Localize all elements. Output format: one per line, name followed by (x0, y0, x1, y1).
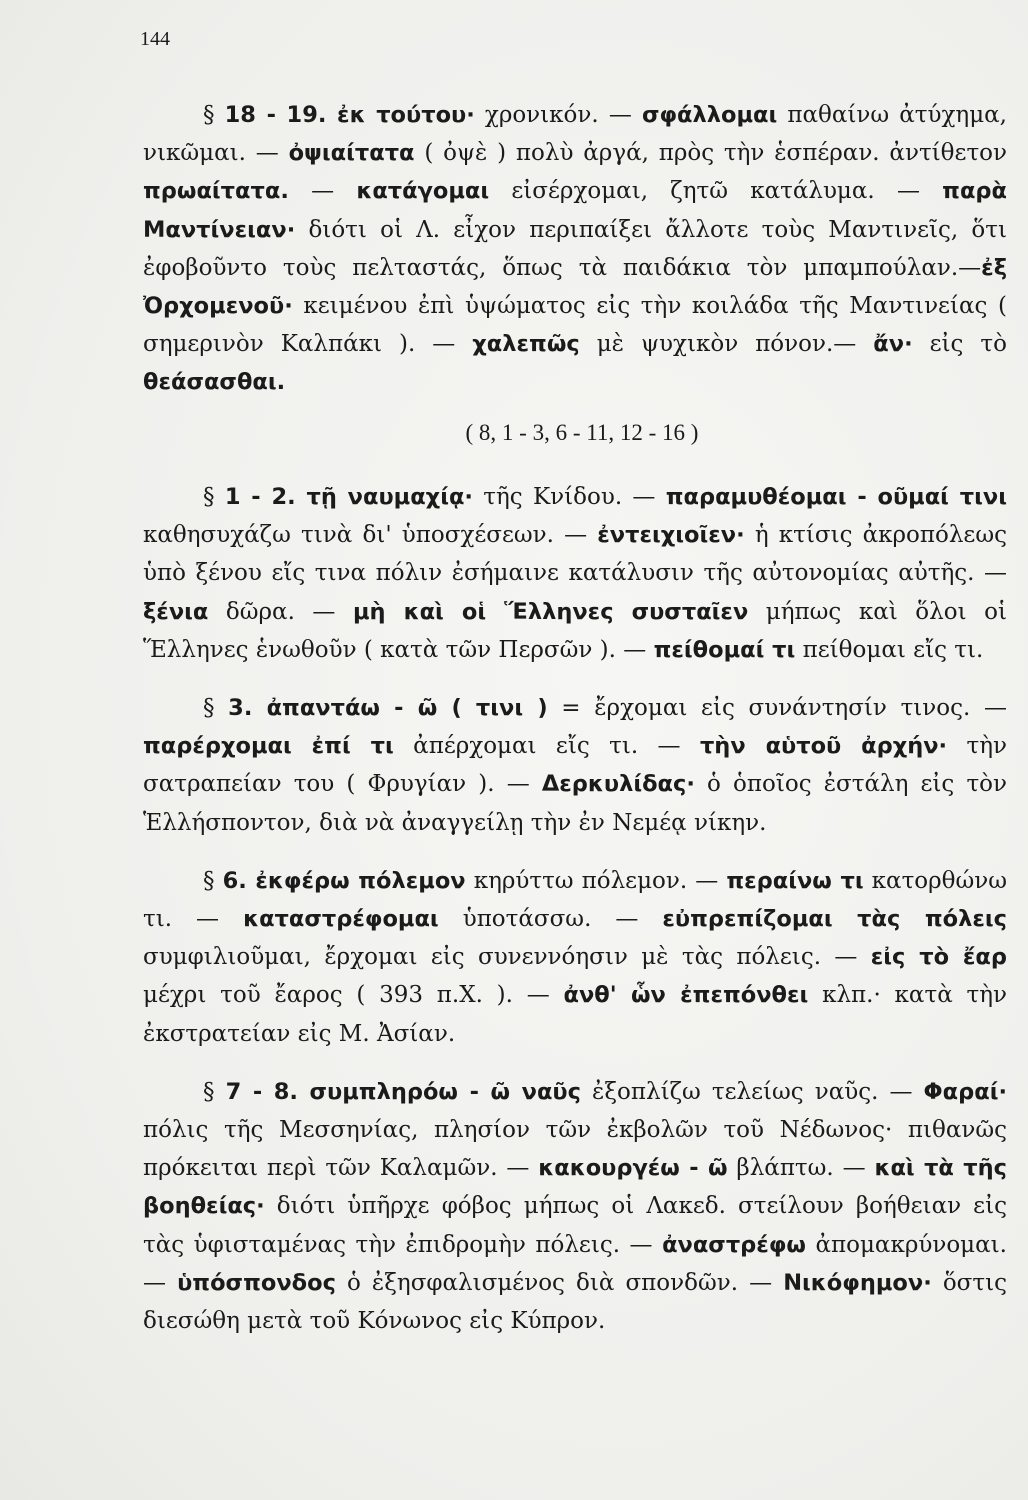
gloss-text: κλπ.· κατὰ τὴν ἐκστρατείαν εἰς Μ. Ἀσίαν. (143, 982, 1007, 1047)
gloss-text: καθησυχάζω τινὰ δι' ὑποσχέσεων. — (143, 522, 598, 549)
paragraph-6 (143, 862, 1007, 1053)
page-number: 144 (140, 28, 170, 50)
headword: ἄν· (873, 331, 913, 358)
headword: ἐξ Ὀρχομενοῦ· (143, 254, 1007, 320)
headword: ὀψιαίτατα (288, 140, 415, 167)
commentary-top (143, 96, 1007, 402)
section-heading (143, 420, 1007, 446)
gloss-text: τῆς Κνίδου. — (472, 484, 666, 510)
gloss-text: συμφιλιοῦμαι, ἔρχομαι εἰς συνεννόησιν μὲ τὰς πόλεις. — (143, 944, 871, 971)
headword: ξένια (143, 598, 209, 625)
paragraph-7-8 (143, 1073, 1007, 1340)
gloss-text: πείθομαι εἴς τι. (795, 636, 984, 663)
headword: κακουργέω - ῶ (538, 1155, 728, 1182)
headword: μὴ καὶ οἱ Ἕλληνες συσταῖεν (352, 598, 749, 625)
headword: 7 - 8. συμπληρόω - ῶ ναῦς (225, 1078, 581, 1105)
gloss-text: μὲ ψυχικὸν πόνον.— (579, 331, 874, 358)
gloss-text: ὑποτάσσω. — (438, 906, 663, 933)
paragraph-1-2 (143, 478, 1007, 669)
gloss-text: ὁ ἐξησφαλισμένος διὰ σπονδῶν. — (335, 1269, 784, 1296)
gloss-text: διότι οἱ Λ. εἶχον περιπαίξει ἄλλοτε τοὺς Μαντινεῖς, ὅτι ἐφοβοῦντο τοὺς πελταστάς, ὅπως τὰ παιδάκια τὸν μπαμπούλαν.— (143, 216, 1007, 281)
paragraph-3 (143, 689, 1007, 842)
gloss-text: εἰς τὸ (912, 331, 1008, 358)
gloss-text: μέχρι τοῦ ἔαρος ( 393 π.Χ. ). — (143, 982, 564, 1009)
headword: ἀναστρέφω (662, 1231, 806, 1258)
gloss-text: ὅστις διεσώθη μετὰ τοῦ Κόνωνος εἰς Κύπρον. (143, 1269, 1008, 1335)
headword: σφάλλομαι (641, 102, 778, 128)
headword: εὐπρεπίζομαι τὰς πόλεις (662, 906, 1007, 933)
gloss-text: μήπως καὶ ὅλοι οἱ Ἕλληνες ἑνωθοῦν ( κατὰ τῶν Περσῶν ). — (143, 598, 1007, 663)
headword: παρέρχομαι ἐπί τι (143, 733, 394, 760)
gloss-text: § (203, 484, 225, 510)
headword: 3. ἀπαντάω - ῶ ( τινι ) (228, 695, 548, 722)
gloss-text: κηρύττω πόλεμον. — (465, 867, 727, 894)
gloss-text: ἐξοπλίζω τελείως ναῦς. — (580, 1078, 924, 1105)
headword: Νικόφημον· (783, 1269, 932, 1296)
headword: Φαραί· (923, 1078, 1008, 1105)
headword: 18 - 19. ἐκ τούτου· (224, 102, 475, 128)
gloss-text: ὁ ὁποῖος ἐστάλη εἰς τὸν Ἑλλήσποντον, διὰ νὰ ἀναγγείλῃ τὴν ἐν Νεμέᾳ νίκην. (143, 771, 1008, 836)
gloss-text: § (203, 695, 229, 722)
headword: 1 - 2. τῇ ναυμαχίᾳ· (224, 484, 473, 510)
gloss-text: ἀπομακρύνομαι. — (143, 1231, 1007, 1296)
headword: παραμυθέομαι - οῦμαί τινι (665, 484, 1007, 510)
headword: περαίνω τι (726, 867, 864, 894)
headword: πείθομαί τι (653, 636, 796, 663)
gloss-text: = ἔρχομαι εἰς συνάντησίν τινος. — (547, 695, 1007, 722)
headword: 6. ἐκφέρω πόλεμον (222, 867, 466, 894)
gloss-text: § (203, 867, 223, 894)
headword: καταστρέφομαι (243, 906, 439, 933)
gloss-text: ἡ κτίσις ἀκροπόλεως ὑπὸ ξένου εἴς τινα πόλιν ἐσήμαινε κατάλυσιν τῆς αὐτονομίας αὐτῆς. — (143, 522, 1007, 587)
gloss-text: εἰσέρχομαι, ζητῶ κατάλυμα. — (489, 178, 943, 205)
gloss-text: § (203, 102, 225, 128)
gloss-text: παθαίνω ἀτύχημα, νικῶμαι. — (143, 102, 1007, 167)
commentary-bottom (143, 478, 1007, 1340)
gloss-text: πόλις τῆς Μεσσηνίας, πλησίον τῶν ἐκβολῶν τοῦ Νέδωνος· πιθανῶς πρόκειται περὶ τῶν Καλαμῶν. — (143, 1117, 1007, 1182)
headword: καὶ τὰ τῆς βοηθείας· (143, 1155, 1007, 1220)
headword: ὑπόσπονδος (177, 1269, 336, 1296)
headword: τὴν αὑτοῦ ἀρχήν· (699, 733, 948, 760)
gloss-text: ( ὀψὲ ) πολὺ ἀργά, πρὸς τὴν ἑσπέραν. ἀντίθετον (414, 140, 1007, 167)
headword: εἰς τὸ ἔαρ (870, 944, 1007, 971)
headword: πρωαίτατα. (143, 178, 289, 205)
headword: θεάσασθαι. (143, 369, 286, 396)
gloss-text: βλάπτω. — (727, 1155, 875, 1182)
headword: Δερκυλίδας· (541, 771, 695, 798)
headword: ἐντειχιοῖεν· (597, 522, 745, 549)
headword: παρὰ Μαντίνειαν· (143, 178, 1007, 243)
section-heading-text: ( 8, 1 - 3, 6 - 11, 12 - 16 ) (465, 420, 699, 445)
gloss-text: χρονικόν. — (474, 102, 642, 128)
gloss-text: — (288, 178, 357, 205)
gloss-text: § (203, 1078, 226, 1105)
gloss-text: τὴν σατραπείαν του ( Φρυγίαν ). — (143, 733, 1007, 798)
gloss-text: δῶρα. — (208, 598, 353, 625)
gloss-text: ἀπέρχομαι εἴς τι. — (393, 733, 700, 760)
gloss-text: διότι ὑπῆρχε φόβος μήπως οἱ Λακεδ. στείλουν βοήθειαν εἰς τὰς ὑφισταμένας τὴν ἐπιδρομὴν πόλεις. — (143, 1193, 1007, 1258)
gloss-text: κειμένου ἐπὶ ὑψώματος εἰς τὴν κοιλάδα τῆς Μαντινείας ( σημερινὸν Καλπάκι ). — (143, 293, 1007, 358)
gloss-text: κατορθώνω τι. — (143, 867, 1008, 933)
headword: χαλεπῶς (472, 331, 580, 358)
headword: ἀνθ' ὧν ἐπεπόνθει (563, 982, 809, 1009)
headword: κατάγομαι (356, 178, 490, 205)
paragraph-18-19 (143, 96, 1007, 402)
